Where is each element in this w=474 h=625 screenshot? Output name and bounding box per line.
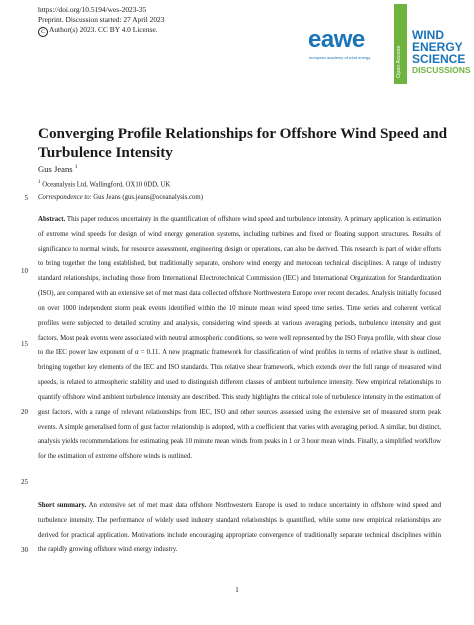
journal-name: WIND ENERGY SCIENCE DISCUSSIONS bbox=[412, 28, 471, 75]
abstract bbox=[38, 213, 441, 465]
paper-title: Converging Profile Relationships for Offshore Wind Speed and Turbulence Intensity bbox=[38, 125, 448, 161]
summary-text: An extensive set of met mast data offshore Northwestern Europe is used to reduce uncertainty in offshore wind speed and turbulence intensity. The performance of widely used industry standard relationships is quantified, while some new empirical relationships are derived for practical application. Motivations include encouraging appropriate convergence of traditionally separate technical disciplines within the rapidly growing offshore wind energy industry. bbox=[38, 502, 442, 554]
affiliation: $^1$ Oceanalysis Ltd, Wallingford, OX10 0DD, UK bbox=[38, 180, 171, 189]
summary-label: Short summary. bbox=[38, 502, 87, 509]
preprint-date: Preprint. Discussion started: 27 April 2023 bbox=[38, 15, 165, 25]
preprint-header bbox=[38, 5, 164, 37]
open-access-label: Open Access bbox=[396, 45, 402, 78]
eawe-logo: eawe bbox=[308, 26, 365, 53]
line-number: 20 bbox=[21, 408, 28, 416]
eawe-tagline: european academy of wind energy bbox=[309, 55, 371, 60]
journal-logo[interactable] bbox=[308, 4, 471, 84]
line-number: 10 bbox=[21, 267, 28, 275]
line-number: 15 bbox=[21, 340, 28, 348]
line-number: 25 bbox=[21, 478, 28, 486]
doi-link[interactable]: https://doi.org/10.5194/wes-2023-35 bbox=[38, 5, 147, 14]
abstract-text: This paper reduces uncertainty in the quantification of offshore wind speed and turbulence intensity. A primary application is estimation of extreme wind speeds for design of wind energy generation systems, including turbines and fixed or floating support structures. Results of significance to normal winds, for resource assessment, engineering design or operations, can also be derived. This research is part of wider efforts to bring together the long established, but traditionally separate, onshore wind energy and metocean technical disciplines. A range of industry standard relationships, including those from International Electrotechnical Commission (IEC) and International Organization for Standardization (ISO), are compared with an extensive set of met mast data collected offshore Northwestern Europe over recent decades. Analysis initially focused on over 1000 independent storm peak events identified within the 10 minute mean wind speed time series. Time series and coherent vertical profiles were subjected to detailed scrutiny and analysis, considering wind speeds at various averaging periods, turbulence intensity and gust factors. Most peak events were associated with neutral atmospheric conditions, so were well represented by the ISO Frøya profile, with shear close to the IEC power law exponent of α = 0.11. A new pragmatic framework for classification of wind profiles in terms of relative shear is outlined, bringing together key elements of the IEC and ISO standards. This relative shear framework, which extends over the full range of measured wind speeds, is related to atmospheric stability and used to distinguish different classes of ambient turbulence intensity. New empirical relationships to quantify offshore wind ambient turbulence intensity are described. This study highlights the critical role of turbulence intensity in the estimation of gust factors, with a range of relevant relationships from IEC, ISO and other sources assessed using the extensive set of measured storm peak events. A simple generalised form of gust factor relationship is adopted, with a coefficient that varies with averaging period. A similar, but distinct, analysis yields recommendations for estimating peak 10 minute mean winds from peaks in 1 or 3 hour mean winds. Finally, a simplified workflow for the estimation of extreme offshore winds is outlined. bbox=[38, 216, 441, 461]
copyright-line: C Author(s) 2023. CC BY 4.0 License. bbox=[38, 25, 164, 37]
line-number: 5 bbox=[24, 194, 28, 202]
page-number: 1 bbox=[235, 585, 239, 594]
cc-icon: C bbox=[38, 27, 48, 37]
correspondence: Correspondence to: Gus Jeans (gus.jeans@oceanalysis.com) bbox=[38, 194, 203, 201]
short-summary bbox=[38, 499, 441, 558]
author-name: Gus Jeans $^1$ bbox=[38, 164, 78, 174]
line-number: 30 bbox=[21, 546, 28, 554]
abstract-label: Abstract. bbox=[38, 216, 66, 223]
